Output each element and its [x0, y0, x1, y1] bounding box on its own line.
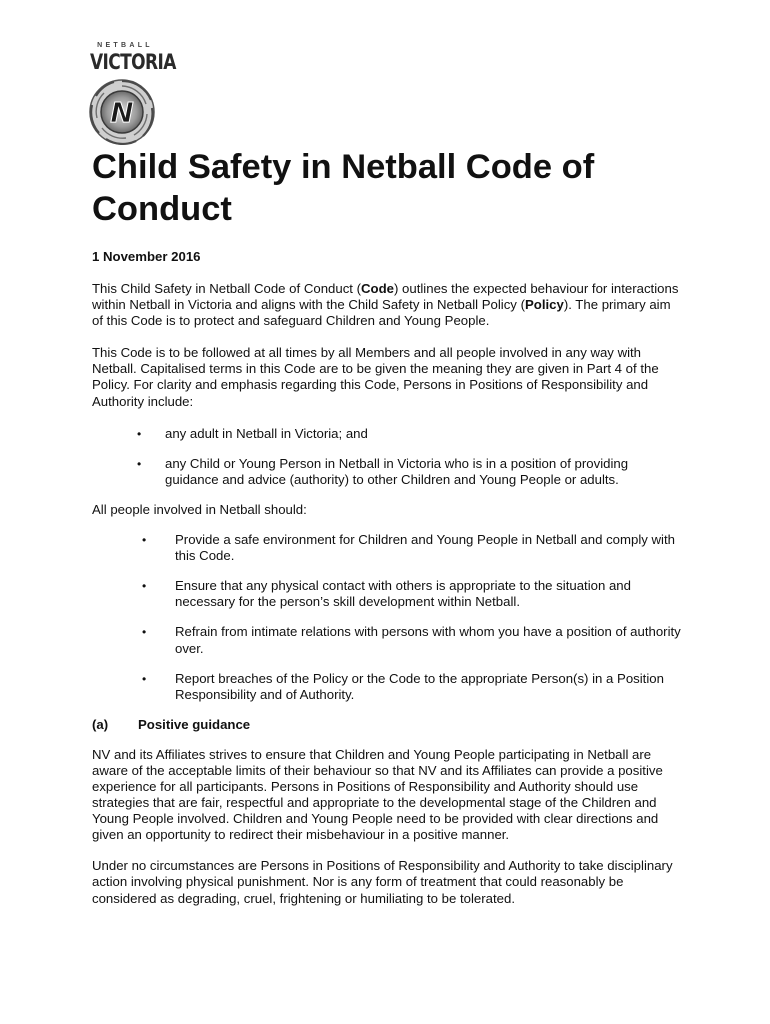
intro-text-3: ). The primary aim of this Code is to protect and safeguard Children and Young People. — [92, 297, 671, 329]
logo-netball-text: NETBALL — [97, 42, 153, 49]
intro-text-2: ) outlines the expected behaviour for interactions within Netball in Victoria and aligns with the Child Safety in Netball Policy ( — [92, 281, 679, 313]
list-item — [142, 578, 682, 610]
intro-paragraph — [92, 281, 682, 329]
logo-victoria-text: VICTORIA — [90, 50, 176, 75]
intro-text-1: This Child Safety in Netball Code of Conduct ( — [92, 281, 362, 296]
section-a-heading — [92, 717, 682, 733]
list-item-text: any Child or Young Person in Netball in Victoria who is in a position of providing guidance and advice (authority) to other Children and Young People or adults. — [165, 455, 629, 487]
section-a-number: (a) — [92, 716, 109, 732]
should-intro: All people involved in Netball should: — [92, 501, 307, 517]
bullet-icon: • — [137, 456, 142, 471]
list-item — [142, 532, 682, 564]
section-a-title: Positive guidance — [138, 716, 251, 732]
list-item-text: Report breaches of the Policy or the Code to the appropriate Person(s) in a Position Responsibility and of Authority. — [175, 670, 664, 702]
list-item-text: Provide a safe environment for Children and Young People in Netball and comply with this Code. — [175, 532, 675, 564]
list-item — [137, 425, 682, 442]
bullet-icon: • — [142, 671, 147, 686]
document-date: 1 November 2016 — [92, 249, 201, 264]
list-item — [142, 670, 682, 703]
list-item-text: any adult in Netball in Victoria; and — [165, 425, 368, 441]
bullet-icon: • — [142, 625, 147, 640]
list-item — [137, 455, 682, 488]
netball-emblem-icon — [88, 78, 156, 146]
section-a-paragraph-1: NV and its Affiliates strives to ensure that Children and Young People participating in Netball are aware of the acceptable limits of their behaviour so that NV and its Affiliates can provide a positive experience for all participants. Persons in Positions of Responsibility and Authority should use strategies that are fair, respectful and appropriate to the developmental stage of the Children and Young People involved. Children and Young People need to be provided with clear directions and given an opportunity to redirect their misbehaviour in a positive manner. — [92, 746, 663, 843]
persons-list — [92, 426, 682, 488]
bullet-icon: • — [142, 579, 147, 594]
bullet-icon: • — [142, 533, 147, 548]
list-item-text: Refrain from intimate relations with persons with whom you have a position of authority over. — [175, 624, 681, 656]
document-body — [92, 146, 682, 907]
list-item — [142, 624, 682, 656]
emblem-letter: N — [110, 96, 134, 129]
intro-term-code: Code — [361, 281, 394, 296]
document-title: Child Safety in Netball Code of Conduct — [92, 148, 595, 228]
list-item-text: Ensure that any physical contact with others is appropriate to the situation and necessary for the person’s skill development within Netball. — [175, 578, 631, 610]
intro-term-policy: Policy — [524, 297, 564, 313]
netball-victoria-logo — [88, 42, 176, 129]
section-a-paragraph-2: Under no circumstances are Persons in Positions of Responsibility and Authority to take disciplinary action involving physical punishment. Nor is any form of treatment that could reasonably be considered as degrading, cruel, frightening or humiliating to be tolerated. — [92, 858, 673, 906]
bullet-icon: • — [137, 426, 142, 441]
scope-paragraph: This Code is to be followed at all times by all Members and all people involved in any way with Netball. Capitalised terms in this Code are to be given the meaning they are given in Part 4 of the Policy. For clarity and emphasis regarding this Code, Persons in Positions of Responsibility and Authority include: — [92, 345, 659, 409]
should-list — [92, 532, 682, 703]
